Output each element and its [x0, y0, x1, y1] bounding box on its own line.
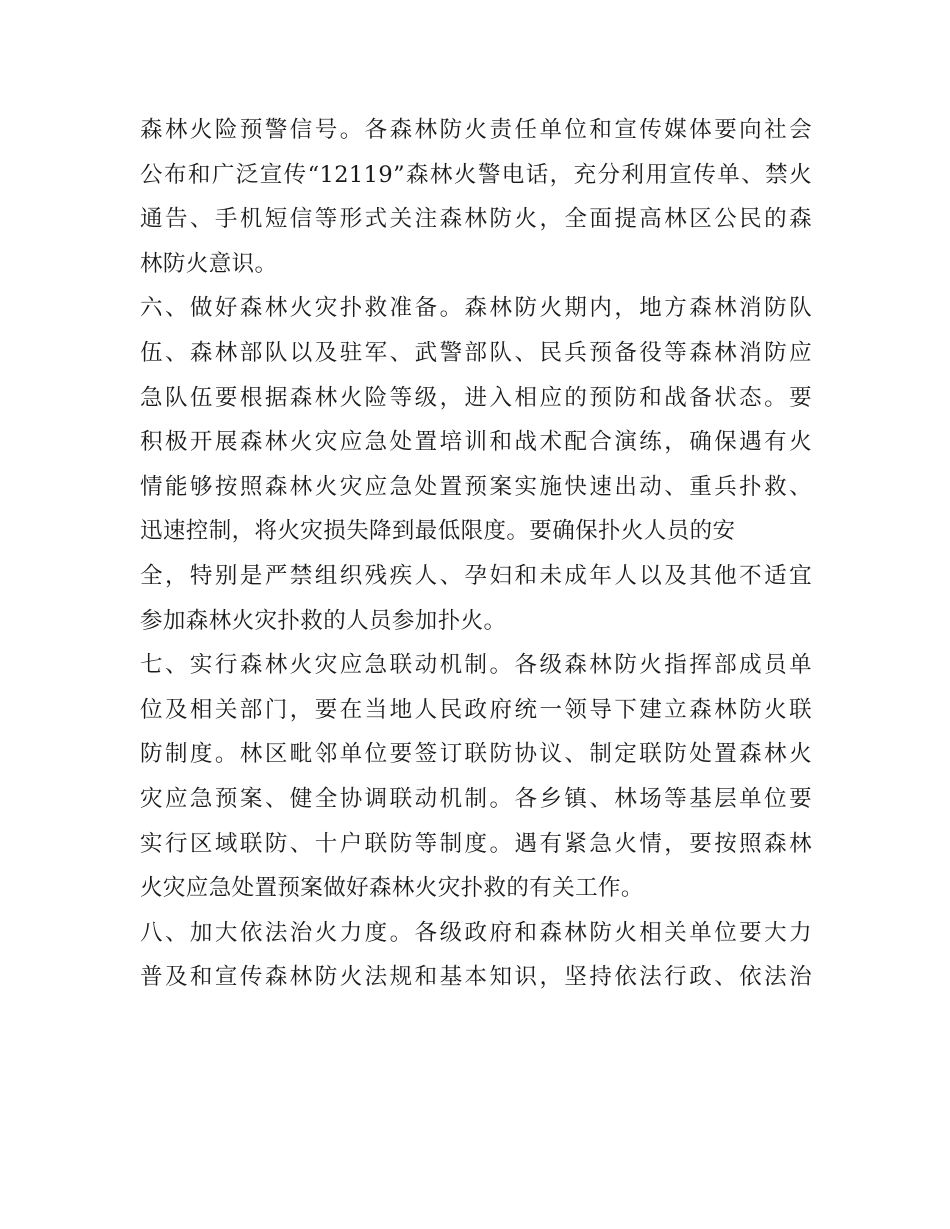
document-body [140, 108, 812, 1000]
text-line: 积极开展森林火灾应急处置培训和战术配合演练，确保遇有火 [140, 429, 812, 456]
text-line: 林防火意识。 [140, 250, 278, 277]
text-line: 六、做好森林火灾扑救准备。森林防火期内，地方森林消防队 [140, 295, 812, 322]
text-line: 公布和广泛宣传“12119”森林火警电话，充分利用宣传单、禁火 [140, 161, 812, 188]
text-line: 森林火险预警信号。各森林防火责任单位和宣传媒体要向社会 [140, 117, 812, 143]
text-line: 参加森林火灾扑救的人员参加扑火。 [140, 607, 507, 634]
text-line: 实行区域联防、十户联防等制度。遇有紧急火情，要按照森林 [140, 830, 812, 857]
text-line: 情能够按照森林火灾应急处置预案实施快速出动、重兵扑救、 [140, 473, 812, 500]
text-line: 通告、手机短信等形式关注森林防火，全面提高林区公民的森 [140, 206, 812, 233]
text-line: 迅速控制，将火灾损失降到最低限度。要确保扑火人员的安 [140, 518, 736, 545]
text-line: 急队伍要根据森林火险等级，进入相应的预防和战备状态。要 [140, 384, 812, 411]
text-line: 伍、森林部队以及驻军、武警部队、民兵预备役等森林消防应 [140, 339, 812, 366]
text-line: 防制度。林区毗邻单位要签订联防协议、制定联防处置森林火 [140, 741, 812, 768]
text-line: 七、实行森林火灾应急联动机制。各级森林防火指挥部成员单 [140, 652, 812, 679]
text-line: 位及相关部门，要在当地人民政府统一领导下建立森林防火联 [140, 696, 812, 723]
text-line: 全，特别是严禁组织残疾人、孕妇和未成年人以及其他不适宜 [140, 562, 812, 589]
text-line: 火灾应急处置预案做好森林火灾扑救的有关工作。 [140, 875, 644, 902]
text-line: 八、加大依法治火力度。各级政府和森林防火相关单位要大力 [140, 919, 812, 946]
text-line: 普及和宣传森林防火法规和基本知识，坚持依法行政、依法治 [140, 964, 812, 991]
text-line: 灾应急预案、健全协调联动机制。各乡镇、林场等基层单位要 [140, 785, 812, 812]
